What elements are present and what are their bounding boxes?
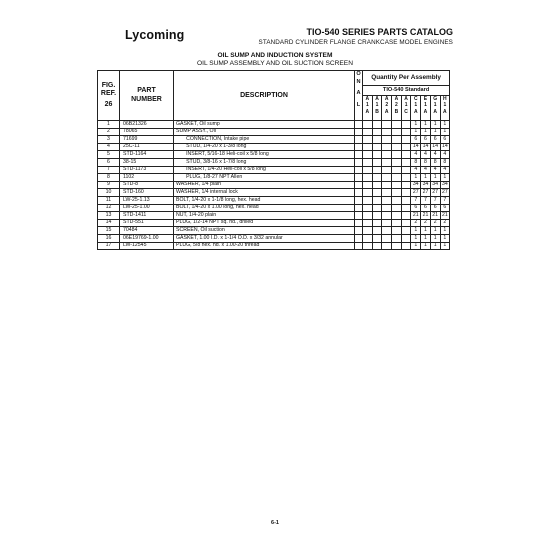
onal-cell <box>355 219 363 227</box>
quantity-cell <box>401 151 411 159</box>
onal-cell <box>355 189 363 197</box>
quantity-cell: 6 <box>440 204 450 212</box>
model-code-char: 2 <box>385 102 389 109</box>
quantity-cell: 1 <box>421 234 431 242</box>
onal-cell <box>355 234 363 242</box>
quantity-cell: 27 <box>432 189 439 196</box>
quantity-cell <box>363 143 373 151</box>
quantity-cell <box>372 204 382 212</box>
model-code-char: A <box>443 108 447 115</box>
quantity-cell <box>401 121 411 129</box>
quantity-cell: 21 <box>432 211 439 218</box>
quantity-cell: 8 <box>411 158 421 166</box>
model-code-char: 1 <box>443 102 447 109</box>
quantity-cell <box>372 181 382 189</box>
model-code-char: B <box>375 108 379 115</box>
part-number-cell: STD-160 <box>120 189 174 197</box>
quantity-cell: 21 <box>422 211 429 218</box>
onal-letter-l: L <box>356 101 361 108</box>
quantity-cell: 1 <box>411 242 421 250</box>
quantity-cell <box>382 196 392 204</box>
onal-cell <box>355 212 363 220</box>
quantity-cell <box>372 196 382 204</box>
part-number-cell: LW-25-1.13 <box>120 196 174 204</box>
quantity-cell <box>372 158 382 166</box>
table-row <box>98 166 450 174</box>
quantity-cell: 1 <box>440 227 450 235</box>
quantity-cell: 14 <box>422 143 429 150</box>
parts-table-body <box>98 121 450 250</box>
onal-letter-a: A <box>356 90 361 97</box>
quantity-cell: 1 <box>421 227 431 235</box>
quantity-cell <box>401 166 411 174</box>
quantity-cell: 27 <box>412 189 419 196</box>
quantity-cell: 21 <box>412 211 419 218</box>
fig-ref-header <box>98 71 120 121</box>
quantity-cell <box>382 204 392 212</box>
quantity-cell <box>392 121 402 129</box>
model-code-char: A <box>413 108 418 115</box>
model-column-header <box>372 96 382 121</box>
table-row <box>98 204 450 212</box>
quantity-cell: 34 <box>441 181 448 188</box>
description-cell: WASHER, 1/4 plain <box>174 181 355 189</box>
part-number-cell: STD-1164 <box>120 151 174 159</box>
model-code-char: C <box>413 96 418 102</box>
model-code-char: 1 <box>433 102 437 109</box>
onal-cell <box>355 158 363 166</box>
fig-ref-cell: 12 <box>98 204 120 212</box>
description-cell: NUT, 1/4-20 plain <box>174 212 355 220</box>
part-label: PART <box>137 87 156 95</box>
quantity-cell <box>363 212 373 220</box>
table-row <box>98 174 450 182</box>
quantity-cell <box>363 196 373 204</box>
quantity-cell: 1 <box>440 242 450 250</box>
part-number-cell: 70484 <box>120 227 174 235</box>
page-number: 6-1 <box>271 520 279 526</box>
model-code-char: A <box>404 96 408 102</box>
quantity-cell <box>372 128 382 136</box>
quantity-cell <box>392 227 402 235</box>
table-row <box>98 143 450 151</box>
onal-cell <box>355 204 363 212</box>
quantity-cell <box>372 219 382 227</box>
quantity-cell <box>363 174 373 182</box>
quantity-cell <box>372 121 382 129</box>
figure-number: 26 <box>104 100 113 108</box>
quantity-cell <box>372 166 382 174</box>
model-code-char: 1 <box>404 102 408 109</box>
fig-ref-cell: 16 <box>98 234 120 242</box>
quantity-cell: 1 <box>440 234 450 242</box>
description-cell: BOLT, 1/4-20 x 1.00 long, hex. head <box>174 204 355 212</box>
fig-label: FIG. <box>101 82 116 90</box>
quantity-cell <box>392 181 402 189</box>
onal-cell <box>355 196 363 204</box>
quantity-cell <box>363 136 373 144</box>
quantity-cell <box>382 181 392 189</box>
quantity-cell: 1 <box>421 242 431 250</box>
model-code-char: 1 <box>375 102 379 109</box>
description-header: DESCRIPTION <box>174 71 355 121</box>
quantity-cell <box>401 204 411 212</box>
quantity-cell: 1 <box>440 128 450 136</box>
fig-ref-cell: 9 <box>98 181 120 189</box>
fig-ref-cell: 13 <box>98 212 120 220</box>
quantity-cell: 1 <box>411 227 421 235</box>
quantity-cell: 34 <box>422 181 429 188</box>
quantity-cell <box>401 227 411 235</box>
onal-letter-n: N <box>356 78 361 85</box>
standard-model-header: TIO-540 Standard <box>363 86 450 96</box>
part-number-cell: 71699 <box>120 136 174 144</box>
quantity-cell: 6 <box>430 136 440 144</box>
section-subtitle: OIL SUMP ASSEMBLY AND OIL SUCTION SCREEN <box>197 60 353 67</box>
onal-cell <box>355 121 363 129</box>
fig-ref-cell: 14 <box>98 219 120 227</box>
model-column-header <box>440 96 450 121</box>
quantity-cell <box>382 136 392 144</box>
quantity-cell <box>401 189 411 197</box>
quantity-cell <box>392 242 402 250</box>
model-column-header <box>401 96 411 121</box>
quantity-cell <box>372 151 382 159</box>
quantity-cell: 4 <box>440 151 450 159</box>
quantity-cell: 4 <box>440 166 450 174</box>
model-code-char: H <box>443 96 447 102</box>
model-column-header <box>430 96 440 121</box>
quantity-cell: 4 <box>411 151 421 159</box>
description-cell: SCREEN, Oil suction <box>174 227 355 235</box>
quantity-cell: 1 <box>430 234 440 242</box>
part-number-cell: LW-25-1.00 <box>120 204 174 212</box>
model-code-char: A <box>384 108 389 115</box>
quantity-cell: 1 <box>411 174 421 182</box>
table-row <box>98 227 450 235</box>
model-code-char: A <box>384 96 389 102</box>
fig-ref-cell: 11 <box>98 196 120 204</box>
onal-header <box>355 71 363 121</box>
table-row <box>98 151 450 159</box>
quantity-cell: 1 <box>421 121 431 129</box>
fig-ref-cell: 5 <box>98 151 120 159</box>
model-code-char: 2 <box>395 102 398 109</box>
quantity-cell <box>392 189 402 197</box>
part-number-cell: 78065 <box>120 128 174 136</box>
quantity-cell: 6 <box>430 204 440 212</box>
part-number-cell: STD-8 <box>120 181 174 189</box>
quantity-cell <box>382 227 392 235</box>
quantity-cell <box>382 189 392 197</box>
catalog-title: TIO-540 SERIES PARTS CATALOG <box>306 27 453 37</box>
part-number-cell: 25C-11 <box>120 143 174 151</box>
quantity-cell: 34 <box>412 181 419 188</box>
quantity-cell: 1 <box>411 121 421 129</box>
quantity-cell <box>372 174 382 182</box>
table-row <box>98 158 450 166</box>
quantity-cell <box>363 121 373 129</box>
quantity-cell: 6 <box>421 204 431 212</box>
description-cell: PLUG, 1/8-27 NPT Allen <box>174 174 355 182</box>
quantity-cell: 7 <box>411 196 421 204</box>
table-row <box>98 128 450 136</box>
model-column-header <box>382 96 392 121</box>
fig-ref-cell: 2 <box>98 128 120 136</box>
quantity-cell <box>363 189 373 197</box>
quantity-cell <box>392 136 402 144</box>
quantity-cell: 27 <box>441 189 448 196</box>
quantity-cell: 27 <box>422 189 429 196</box>
quantity-cell <box>382 242 392 250</box>
quantity-cell <box>363 181 373 189</box>
brand-name: Lycoming <box>125 28 185 42</box>
description-cell: CONNECTION, Intake pipe <box>174 136 355 144</box>
model-code-char: A <box>394 96 399 102</box>
quantity-cell: 1 <box>430 174 440 182</box>
quantity-cell: 6 <box>421 136 431 144</box>
quantity-cell <box>401 196 411 204</box>
quantity-cell <box>363 227 373 235</box>
onal-cell <box>355 136 363 144</box>
table-row <box>98 234 450 242</box>
quantity-cell <box>372 143 382 151</box>
fig-ref-cell: 3 <box>98 136 120 144</box>
quantity-cell <box>401 174 411 182</box>
quantity-cell: 8 <box>421 158 431 166</box>
quantity-cell <box>401 234 411 242</box>
fig-ref-cell: 10 <box>98 189 120 197</box>
part-number-cell: STD-1173 <box>120 166 174 174</box>
quantity-cell <box>392 219 402 227</box>
quantity-cell <box>401 128 411 136</box>
quantity-cell: 4 <box>411 166 421 174</box>
quantity-cell <box>401 143 411 151</box>
quantity-cell <box>392 196 402 204</box>
fig-ref-cell: 6 <box>98 158 120 166</box>
quantity-cell <box>401 212 411 220</box>
quantity-cell <box>382 234 392 242</box>
section-title: OIL SUMP AND INDUCTION SYSTEM <box>217 52 333 59</box>
part-number-cell: LW-12545 <box>120 242 174 250</box>
quantity-cell: 1 <box>440 121 450 129</box>
quantity-cell: 4 <box>421 151 431 159</box>
model-code-char: E <box>423 96 428 102</box>
quantity-cell: 8 <box>430 158 440 166</box>
number-label: NUMBER <box>131 95 162 103</box>
table-row <box>98 189 450 197</box>
quantity-cell <box>382 128 392 136</box>
quantity-cell <box>382 143 392 151</box>
part-number-cell: STD-551 <box>120 219 174 227</box>
quantity-cell <box>372 227 382 235</box>
quantity-cell: 1 <box>440 174 450 182</box>
description-cell: WASHER, 1/4 internal lock <box>174 189 355 197</box>
onal-cell <box>355 181 363 189</box>
quantity-cell <box>363 166 373 174</box>
quantity-cell <box>363 242 373 250</box>
parts-table <box>97 70 450 250</box>
quantity-cell <box>392 143 402 151</box>
model-code-char: C <box>404 108 408 115</box>
table-row <box>98 219 450 227</box>
table-row <box>98 181 450 189</box>
quantity-cell <box>392 174 402 182</box>
part-number-header <box>120 71 174 121</box>
ref-label: REF. <box>100 90 117 98</box>
onal-cell <box>355 166 363 174</box>
quantity-cell <box>401 136 411 144</box>
quantity-cell <box>401 219 411 227</box>
quantity-cell: 6 <box>411 204 421 212</box>
quantity-cell: 4 <box>421 166 431 174</box>
quantity-cell <box>363 128 373 136</box>
table-row <box>98 196 450 204</box>
table-row <box>98 136 450 144</box>
fig-ref-cell: 4 <box>98 143 120 151</box>
quantity-cell <box>401 158 411 166</box>
quantity-cell: 1 <box>430 128 440 136</box>
model-code-char: A <box>423 108 428 115</box>
description-cell: GASKET, 1.00 I.D. x 1-1/4 O.D. x 3/32 annular <box>174 234 355 242</box>
quantity-cell: 2 <box>421 219 431 227</box>
description-cell: INSERT, 1/4-20 Heli-coil x 5/8 long <box>174 166 355 174</box>
quantity-cell <box>382 158 392 166</box>
onal-cell <box>355 143 363 151</box>
quantity-cell <box>382 151 392 159</box>
quantity-cell <box>363 234 373 242</box>
quantity-per-assembly-header: Quantity Per Assembly <box>363 71 450 86</box>
model-code-char: A <box>365 108 370 115</box>
quantity-cell: 21 <box>441 211 448 218</box>
quantity-cell <box>392 158 402 166</box>
quantity-cell <box>382 219 392 227</box>
model-code-char: A <box>365 96 370 102</box>
model-code-char: G <box>433 96 438 102</box>
description-cell: STUD, 1/4-20 x 1-3/8 long <box>174 143 355 151</box>
description-cell: PLUG, 5/8 hex. hd. x 1.00-20 thread <box>174 242 355 250</box>
quantity-cell: 1 <box>430 121 440 129</box>
quantity-cell <box>382 166 392 174</box>
onal-cell <box>355 227 363 235</box>
model-column-header <box>363 96 373 121</box>
quantity-cell: 14 <box>412 143 419 150</box>
quantity-cell <box>382 212 392 220</box>
quantity-cell: 7 <box>440 196 450 204</box>
quantity-cell: 1 <box>411 234 421 242</box>
model-column-header <box>392 96 402 121</box>
onal-cell <box>355 128 363 136</box>
model-column-header <box>421 96 431 121</box>
catalog-subtitle: STANDARD CYLINDER FLANGE CRANKCASE MODEL ENGINES <box>258 39 453 46</box>
fig-ref-cell: 17 <box>98 242 120 250</box>
fig-ref-cell: 1 <box>98 121 120 129</box>
quantity-cell <box>363 158 373 166</box>
quantity-cell <box>392 212 402 220</box>
model-code-char: B <box>394 108 399 115</box>
quantity-cell: 6 <box>411 136 421 144</box>
onal-cell <box>355 151 363 159</box>
quantity-cell <box>392 204 402 212</box>
description-cell: PLUG, 1/2-14 NPT sq. hd., drilled <box>174 219 355 227</box>
quantity-cell: 1 <box>421 174 431 182</box>
onal-cell <box>355 174 363 182</box>
table-row <box>98 121 450 129</box>
quantity-cell <box>392 166 402 174</box>
part-number-cell: 1102 <box>120 174 174 182</box>
part-number-cell: 06E19769-1.00 <box>120 234 174 242</box>
quantity-cell <box>372 136 382 144</box>
quantity-cell <box>372 189 382 197</box>
model-code-char: A <box>433 108 437 115</box>
quantity-cell: 2 <box>440 219 450 227</box>
part-number-cell: 38-15 <box>120 158 174 166</box>
quantity-cell <box>392 151 402 159</box>
quantity-cell <box>363 204 373 212</box>
quantity-cell: 34 <box>432 181 439 188</box>
quantity-cell: 7 <box>430 196 440 204</box>
onal-letter-o: O <box>356 71 361 77</box>
table-row <box>98 242 450 250</box>
quantity-cell: 1 <box>430 227 440 235</box>
fig-ref-cell: 7 <box>98 166 120 174</box>
quantity-cell <box>363 219 373 227</box>
quantity-cell: 1 <box>430 242 440 250</box>
model-code-char: A <box>375 96 379 102</box>
quantity-cell: 8 <box>440 158 450 166</box>
description-cell: INSERT, 5/16-18 Heli-coil x 5/8 long <box>174 151 355 159</box>
quantity-cell <box>392 128 402 136</box>
model-code-char: 1 <box>414 102 418 109</box>
quantity-cell <box>382 121 392 129</box>
part-number-cell: 06B21326 <box>120 121 174 129</box>
part-number-cell: STD-1411 <box>120 212 174 220</box>
quantity-cell: 4 <box>430 166 440 174</box>
fig-ref-cell: 8 <box>98 174 120 182</box>
description-cell: BOLT, 1/4-20 x 1-1/8 long, hex. head <box>174 196 355 204</box>
quantity-cell <box>382 174 392 182</box>
quantity-cell: 14 <box>432 143 439 150</box>
model-code-char: 1 <box>365 102 369 109</box>
table-row <box>98 212 450 220</box>
model-code-char: 1 <box>424 102 427 109</box>
quantity-cell: 1 <box>421 128 431 136</box>
quantity-cell <box>392 234 402 242</box>
quantity-cell <box>372 234 382 242</box>
description-cell: SUMP ASSY., Oil <box>174 128 355 136</box>
fig-ref-cell: 15 <box>98 227 120 235</box>
quantity-cell: 6 <box>440 136 450 144</box>
quantity-cell: 4 <box>430 151 440 159</box>
quantity-cell: 7 <box>421 196 431 204</box>
quantity-cell <box>363 151 373 159</box>
quantity-cell <box>372 212 382 220</box>
quantity-cell <box>401 181 411 189</box>
quantity-cell: 2 <box>411 219 421 227</box>
description-cell: STUD, 3/8-16 x 1-7/8 long <box>174 158 355 166</box>
quantity-cell: 1 <box>411 128 421 136</box>
description-cell: GASKET, Oil sump <box>174 121 355 129</box>
quantity-cell <box>372 242 382 250</box>
quantity-cell: 14 <box>441 143 448 150</box>
onal-cell <box>355 242 363 250</box>
quantity-cell: 2 <box>430 219 440 227</box>
quantity-cell <box>401 242 411 250</box>
model-column-header <box>411 96 421 121</box>
